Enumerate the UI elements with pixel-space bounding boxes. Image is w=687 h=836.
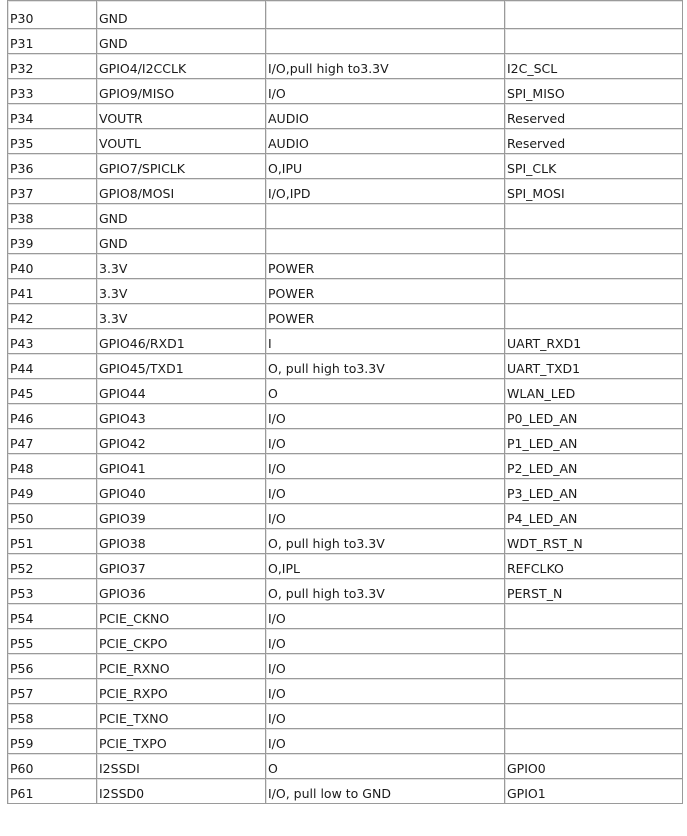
- pin-function-cell: SPI_MISO: [505, 79, 683, 104]
- pin-function-cell: [505, 704, 683, 729]
- table-row: [8, 504, 683, 529]
- pin-function-cell: [505, 204, 683, 229]
- pin-type-cell: O, pull high to3.3V: [266, 354, 505, 379]
- table-row: [8, 79, 683, 104]
- pin-name-cell: I2SSD0: [97, 779, 266, 804]
- pin-type-cell: I/O: [266, 479, 505, 504]
- pin-type-cell: I/O, pull low to GND: [266, 779, 505, 804]
- pin-number-cell: P50: [8, 504, 97, 529]
- pin-type-cell: I/O,IPD: [266, 179, 505, 204]
- table-row: [8, 704, 683, 729]
- pin-name-cell: 3.3V: [97, 304, 266, 329]
- pin-type-cell: I/O: [266, 404, 505, 429]
- pin-name-cell: GPIO42: [97, 429, 266, 454]
- pin-name-cell: GPIO44: [97, 379, 266, 404]
- table-row: [8, 354, 683, 379]
- pin-number-cell: P46: [8, 404, 97, 429]
- pin-name-cell: GPIO38: [97, 529, 266, 554]
- pin-name-cell: 3.3V: [97, 254, 266, 279]
- pin-type-cell: I/O: [266, 729, 505, 754]
- pin-type-cell: [266, 29, 505, 54]
- pin-number-cell: P58: [8, 704, 97, 729]
- table-row: [8, 729, 683, 754]
- table-row: [8, 254, 683, 279]
- pin-number-cell: P59: [8, 729, 97, 754]
- pin-number-cell: P45: [8, 379, 97, 404]
- table-row: [8, 654, 683, 679]
- pin-type-cell: AUDIO: [266, 129, 505, 154]
- pin-function-cell: P4_LED_AN: [505, 504, 683, 529]
- pin-type-cell: AUDIO: [266, 104, 505, 129]
- table-row: [8, 404, 683, 429]
- pin-name-cell: PCIE_TXPO: [97, 729, 266, 754]
- table-row: [8, 779, 683, 804]
- pin-name-cell: VOUTL: [97, 129, 266, 154]
- pin-table-body: [8, 1, 683, 804]
- pin-name-cell: GND: [97, 1, 266, 29]
- pin-type-cell: [266, 1, 505, 29]
- table-row: [8, 579, 683, 604]
- pin-number-cell: P38: [8, 204, 97, 229]
- table-row: [8, 529, 683, 554]
- table-row: [8, 304, 683, 329]
- pin-function-cell: SPI_MOSI: [505, 179, 683, 204]
- table-row: [8, 454, 683, 479]
- pin-function-cell: [505, 229, 683, 254]
- pin-number-cell: P60: [8, 754, 97, 779]
- pin-type-cell: POWER: [266, 254, 505, 279]
- pin-function-cell: [505, 304, 683, 329]
- pin-function-cell: P1_LED_AN: [505, 429, 683, 454]
- pin-function-cell: [505, 254, 683, 279]
- pin-type-cell: I/O: [266, 79, 505, 104]
- pin-type-cell: I/O: [266, 504, 505, 529]
- pin-function-cell: P0_LED_AN: [505, 404, 683, 429]
- pin-name-cell: GPIO46/RXD1: [97, 329, 266, 354]
- table-row: [8, 179, 683, 204]
- pin-number-cell: P57: [8, 679, 97, 704]
- table-row: [8, 154, 683, 179]
- table-row: [8, 754, 683, 779]
- pin-type-cell: [266, 229, 505, 254]
- pin-name-cell: GPIO45/TXD1: [97, 354, 266, 379]
- pin-type-cell: POWER: [266, 304, 505, 329]
- pin-function-cell: [505, 679, 683, 704]
- table-row: [8, 629, 683, 654]
- table-row: [8, 479, 683, 504]
- table-row: [8, 129, 683, 154]
- pin-function-cell: [505, 29, 683, 54]
- pin-type-cell: I: [266, 329, 505, 354]
- pin-type-cell: I/O: [266, 454, 505, 479]
- pin-type-cell: O, pull high to3.3V: [266, 579, 505, 604]
- pin-function-cell: SPI_CLK: [505, 154, 683, 179]
- pin-number-cell: P49: [8, 479, 97, 504]
- table-row: [8, 429, 683, 454]
- pin-name-cell: PCIE_TXNO: [97, 704, 266, 729]
- pin-function-cell: UART_TXD1: [505, 354, 683, 379]
- pin-number-cell: P48: [8, 454, 97, 479]
- table-row: [8, 554, 683, 579]
- pin-function-cell: P3_LED_AN: [505, 479, 683, 504]
- pin-type-cell: [266, 204, 505, 229]
- pin-function-cell: GPIO1: [505, 779, 683, 804]
- pin-name-cell: PCIE_CKNO: [97, 604, 266, 629]
- pin-name-cell: GPIO41: [97, 454, 266, 479]
- pin-function-cell: P2_LED_AN: [505, 454, 683, 479]
- table-row: [8, 379, 683, 404]
- pin-name-cell: VOUTR: [97, 104, 266, 129]
- table-row: [8, 1, 683, 29]
- pin-number-cell: P34: [8, 104, 97, 129]
- pin-number-cell: P54: [8, 604, 97, 629]
- pin-name-cell: GPIO7/SPICLK: [97, 154, 266, 179]
- pin-number-cell: P37: [8, 179, 97, 204]
- table-row: [8, 279, 683, 304]
- pin-number-cell: P55: [8, 629, 97, 654]
- pin-name-cell: PCIE_RXPO: [97, 679, 266, 704]
- pin-name-cell: GPIO36: [97, 579, 266, 604]
- pin-number-cell: P44: [8, 354, 97, 379]
- pin-function-cell: WLAN_LED: [505, 379, 683, 404]
- pin-function-cell: [505, 604, 683, 629]
- table-row: [8, 329, 683, 354]
- pin-number-cell: P51: [8, 529, 97, 554]
- pin-name-cell: GPIO4/I2CCLK: [97, 54, 266, 79]
- pin-number-cell: P52: [8, 554, 97, 579]
- pin-name-cell: I2SSDI: [97, 754, 266, 779]
- pin-name-cell: PCIE_RXNO: [97, 654, 266, 679]
- table-row: [8, 604, 683, 629]
- table-row: [8, 29, 683, 54]
- pin-type-cell: I/O,pull high to3.3V: [266, 54, 505, 79]
- pin-function-cell: [505, 729, 683, 754]
- pin-type-cell: O,IPL: [266, 554, 505, 579]
- pin-number-cell: P31: [8, 29, 97, 54]
- pin-function-cell: [505, 279, 683, 304]
- pin-function-cell: [505, 654, 683, 679]
- pin-number-cell: P32: [8, 54, 97, 79]
- pin-function-cell: REFCLKO: [505, 554, 683, 579]
- pin-type-cell: I/O: [266, 704, 505, 729]
- pin-number-cell: P53: [8, 579, 97, 604]
- table-row: [8, 204, 683, 229]
- table-row: [8, 679, 683, 704]
- pin-name-cell: 3.3V: [97, 279, 266, 304]
- pin-name-cell: GND: [97, 29, 266, 54]
- pin-name-cell: GPIO37: [97, 554, 266, 579]
- pin-function-cell: I2C_SCL: [505, 54, 683, 79]
- pin-type-cell: I/O: [266, 604, 505, 629]
- pin-function-cell: PERST_N: [505, 579, 683, 604]
- pin-type-cell: O, pull high to3.3V: [266, 529, 505, 554]
- pin-name-cell: GPIO43: [97, 404, 266, 429]
- pin-type-cell: I/O: [266, 429, 505, 454]
- pin-number-cell: P41: [8, 279, 97, 304]
- pin-function-cell: [505, 629, 683, 654]
- table-row: [8, 54, 683, 79]
- pin-name-cell: GND: [97, 204, 266, 229]
- pin-function-cell: [505, 1, 683, 29]
- pin-number-cell: P40: [8, 254, 97, 279]
- pin-type-cell: POWER: [266, 279, 505, 304]
- pin-function-cell: UART_RXD1: [505, 329, 683, 354]
- pin-type-cell: O: [266, 379, 505, 404]
- pin-number-cell: P56: [8, 654, 97, 679]
- pin-number-cell: P47: [8, 429, 97, 454]
- pin-function-cell: Reserved: [505, 104, 683, 129]
- pin-name-cell: GPIO40: [97, 479, 266, 504]
- pin-name-cell: GND: [97, 229, 266, 254]
- pin-type-cell: O,IPU: [266, 154, 505, 179]
- pin-name-cell: GPIO39: [97, 504, 266, 529]
- pin-number-cell: P61: [8, 779, 97, 804]
- pin-definition-table: [7, 0, 683, 804]
- table-row: [8, 229, 683, 254]
- table-row: [8, 104, 683, 129]
- pin-type-cell: I/O: [266, 629, 505, 654]
- pin-number-cell: P35: [8, 129, 97, 154]
- pin-function-cell: GPIO0: [505, 754, 683, 779]
- pin-number-cell: P36: [8, 154, 97, 179]
- pin-number-cell: P42: [8, 304, 97, 329]
- pin-type-cell: I/O: [266, 654, 505, 679]
- pin-name-cell: PCIE_CKPO: [97, 629, 266, 654]
- pin-name-cell: GPIO8/MOSI: [97, 179, 266, 204]
- pin-type-cell: I/O: [266, 679, 505, 704]
- pin-type-cell: O: [266, 754, 505, 779]
- pin-number-cell: P43: [8, 329, 97, 354]
- pin-function-cell: Reserved: [505, 129, 683, 154]
- pin-number-cell: P39: [8, 229, 97, 254]
- pin-number-cell: P33: [8, 79, 97, 104]
- pin-function-cell: WDT_RST_N: [505, 529, 683, 554]
- pin-name-cell: GPIO9/MISO: [97, 79, 266, 104]
- pin-number-cell: P30: [8, 1, 97, 29]
